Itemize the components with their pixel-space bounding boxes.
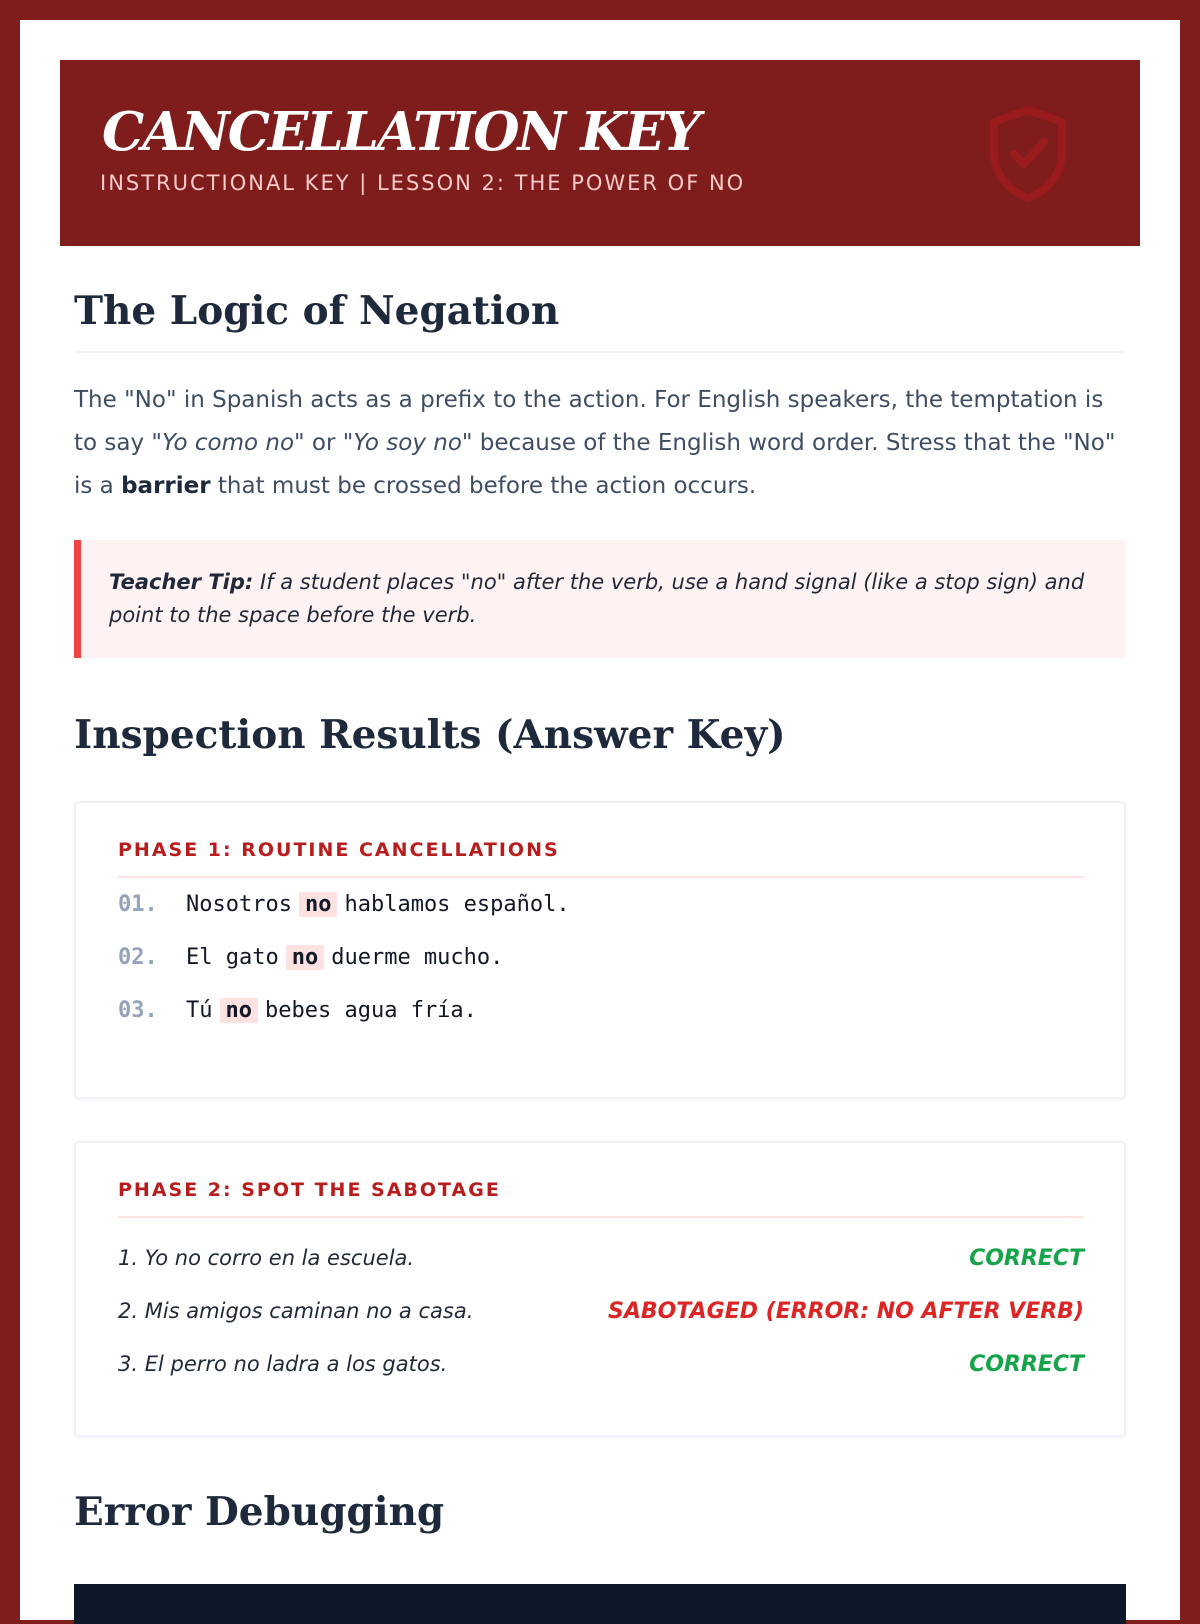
sentence-after: bebes agua fría. — [265, 997, 477, 1023]
header-banner — [60, 60, 1140, 246]
sabotage-sentence: 3. El perro no ladra a los gatos. — [118, 1352, 448, 1377]
intro-text: or — [304, 429, 343, 456]
section-heading-logic: The Logic of Negation — [74, 290, 1126, 353]
sentence-before: Tú — [186, 997, 213, 1023]
tip-text: If a student places "no" after the verb, use a hand signal (like a stop sign) and point to the space before the verb. — [109, 569, 1085, 627]
example-quote: "Yo como no" — [151, 429, 305, 456]
sabotage-list — [118, 1232, 1084, 1391]
sentence-after: hablamos español. — [344, 891, 570, 917]
sabotage-sentence: 2. Mis amigos caminan no a casa. — [118, 1299, 474, 1324]
phase1-title: PHASE 1: ROUTINE CANCELLATIONS — [118, 841, 1084, 878]
status-correct: CORRECT — [969, 1245, 1084, 1271]
line-number: 02. — [118, 944, 158, 970]
phase2-card — [74, 1141, 1126, 1437]
negation-highlight: no — [286, 945, 325, 970]
section-heading-debugging: Error Debugging — [74, 1488, 445, 1535]
page-subtitle: INSTRUCTIONAL KEY | LESSON 2: THE POWER OF NO — [100, 171, 746, 195]
sabotage-row — [118, 1232, 1084, 1285]
example-quote: "Yo soy no" — [342, 429, 473, 456]
answer-line — [118, 878, 1084, 931]
sabotage-row — [118, 1338, 1084, 1391]
phase2-title: PHASE 2: SPOT THE SABOTAGE — [118, 1181, 1084, 1218]
intro-text: The "No" in Spanish acts as a prefix to the action. For English speakers, the temptation is to say — [74, 386, 1104, 456]
page — [20, 20, 1180, 1620]
sabotage-sentence: 1. Yo no corro en la escuela. — [118, 1246, 415, 1271]
sentence-after: duerme mucho. — [331, 944, 504, 970]
teacher-tip-callout — [74, 540, 1126, 658]
sentence-before: El gato — [186, 944, 279, 970]
sabotage-row — [118, 1285, 1084, 1338]
line-number: 03. — [118, 997, 158, 1023]
tip-label: Teacher Tip: — [109, 569, 254, 594]
emphasis-barrier: barrier — [121, 472, 211, 499]
intro-text: that must be crossed before the action occurs. — [210, 472, 757, 499]
content — [74, 290, 1126, 1534]
negation-highlight: no — [220, 998, 259, 1023]
answer-line — [118, 984, 1084, 1037]
shield-check-icon — [986, 104, 1070, 202]
answer-line — [118, 931, 1084, 984]
status-correct: CORRECT — [969, 1351, 1084, 1377]
intro-text: because of the English word order. Stress that the "No" is a — [74, 429, 1116, 499]
line-number: 01. — [118, 891, 158, 917]
status-sabotaged: SABOTAGED (ERROR: NO AFTER VERB) — [607, 1298, 1084, 1324]
phase1-card — [74, 801, 1126, 1099]
negation-highlight: no — [299, 892, 338, 917]
code-block — [74, 1584, 1126, 1624]
sentence-before: Nosotros — [186, 891, 292, 917]
section-heading-results: Inspection Results (Answer Key) — [74, 711, 786, 758]
page-title: CANCELLATION KEY — [102, 101, 699, 163]
intro-paragraph — [74, 379, 1126, 508]
